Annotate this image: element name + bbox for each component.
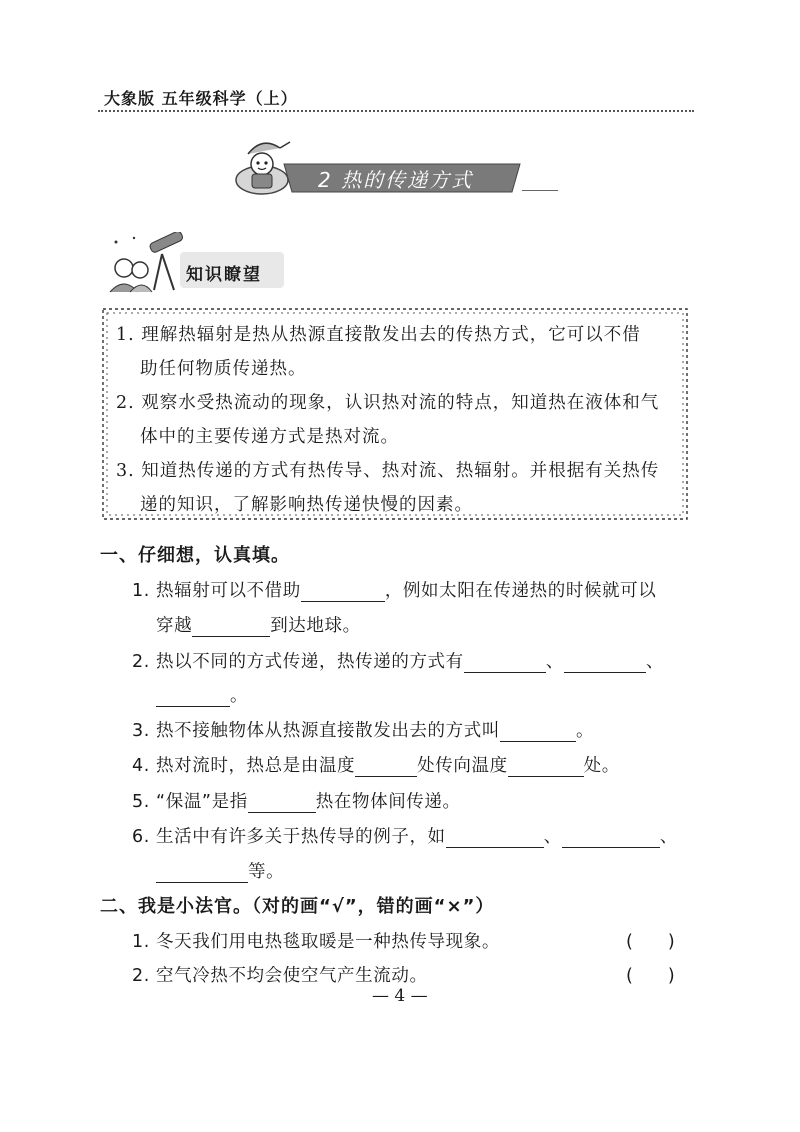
q3-blank[interactable] xyxy=(500,723,576,742)
goal-2-line-2: 体中的主要传递方式是热对流。 xyxy=(140,427,399,447)
q6-blank-1[interactable] xyxy=(446,829,544,848)
lesson-title-underline xyxy=(522,190,558,191)
knowledge-preview-label: 知识瞭望 xyxy=(186,265,262,285)
question-5: 5. “保温”是指 热在物体间传递。 xyxy=(132,792,461,812)
q1-blank-2[interactable] xyxy=(192,618,270,637)
q1-blank-1[interactable] xyxy=(301,583,385,602)
question-2-line-1: 2. 热以不同的方式传递，热传递的方式有 、 、 xyxy=(132,652,664,672)
header-divider xyxy=(98,110,694,112)
goal-3-line-2: 递的知识，了解影响热传递快慢的因素。 xyxy=(140,495,473,515)
q2-blank-2[interactable] xyxy=(564,654,646,673)
telescope-kids-icon xyxy=(104,232,190,294)
q6-blank-2[interactable] xyxy=(562,829,660,848)
goal-1-line-2: 助任何物质传递热。 xyxy=(140,359,307,379)
question-6-line-1: 6. 生活中有许多关于热传导的例子，如 、 、 xyxy=(132,827,678,847)
question-1-line-1: 1. 热辐射可以不借助 ，例如太阳在传递热的时候就可以 xyxy=(132,581,657,601)
section-1-title: 一、仔细想，认真填。 xyxy=(100,545,290,566)
question-4: 4. 热对流时，热总是由温度 处传向温度 处。 xyxy=(132,756,620,776)
judge-item-1-answer-box[interactable]: ( ) xyxy=(626,932,675,952)
page-number: — 4 — xyxy=(372,986,428,1006)
goal-3-line-1: 3. 知道热传递的方式有热传导、热对流、热辐射。并根据有关热传 xyxy=(116,461,660,481)
question-1-line-2: 穿越 到达地球。 xyxy=(156,616,361,636)
q2-blank-1[interactable] xyxy=(464,654,546,673)
lesson-title: 2 热的传递方式 xyxy=(318,168,474,192)
question-6-line-2: 等。 xyxy=(156,858,284,883)
section-2-title: 二、我是小法官。（对的画“√”，错的画“×”） xyxy=(100,896,495,917)
judge-item-1-text: 1. 冬天我们用电热毯取暖是一种热传导现象。 xyxy=(132,932,500,952)
judge-item-2-answer-box[interactable]: ( ) xyxy=(626,966,675,986)
question-3: 3. 热不接触物体从热源直接散发出去的方式叫 。 xyxy=(132,721,595,741)
goal-2-line-1: 2. 观察水受热流动的现象，认识热对流的特点，知道热在液体和气 xyxy=(116,393,660,413)
goal-1-line-1: 1. 理解热辐射是热从热源直接散发出去的传热方式，它可以不借 xyxy=(116,325,641,345)
q2-blank-3[interactable] xyxy=(156,688,230,707)
book-header-title: 大象版 五年级科学（上） xyxy=(104,89,298,108)
judge-item-2-text: 2. 空气冷热不均会使空气产生流动。 xyxy=(132,966,428,986)
q4-blank-2[interactable] xyxy=(508,758,584,777)
question-2-line-2: 。 xyxy=(156,682,248,707)
q6-blank-3[interactable] xyxy=(156,864,248,883)
q5-blank[interactable] xyxy=(248,794,316,813)
q4-blank-1[interactable] xyxy=(355,758,417,777)
